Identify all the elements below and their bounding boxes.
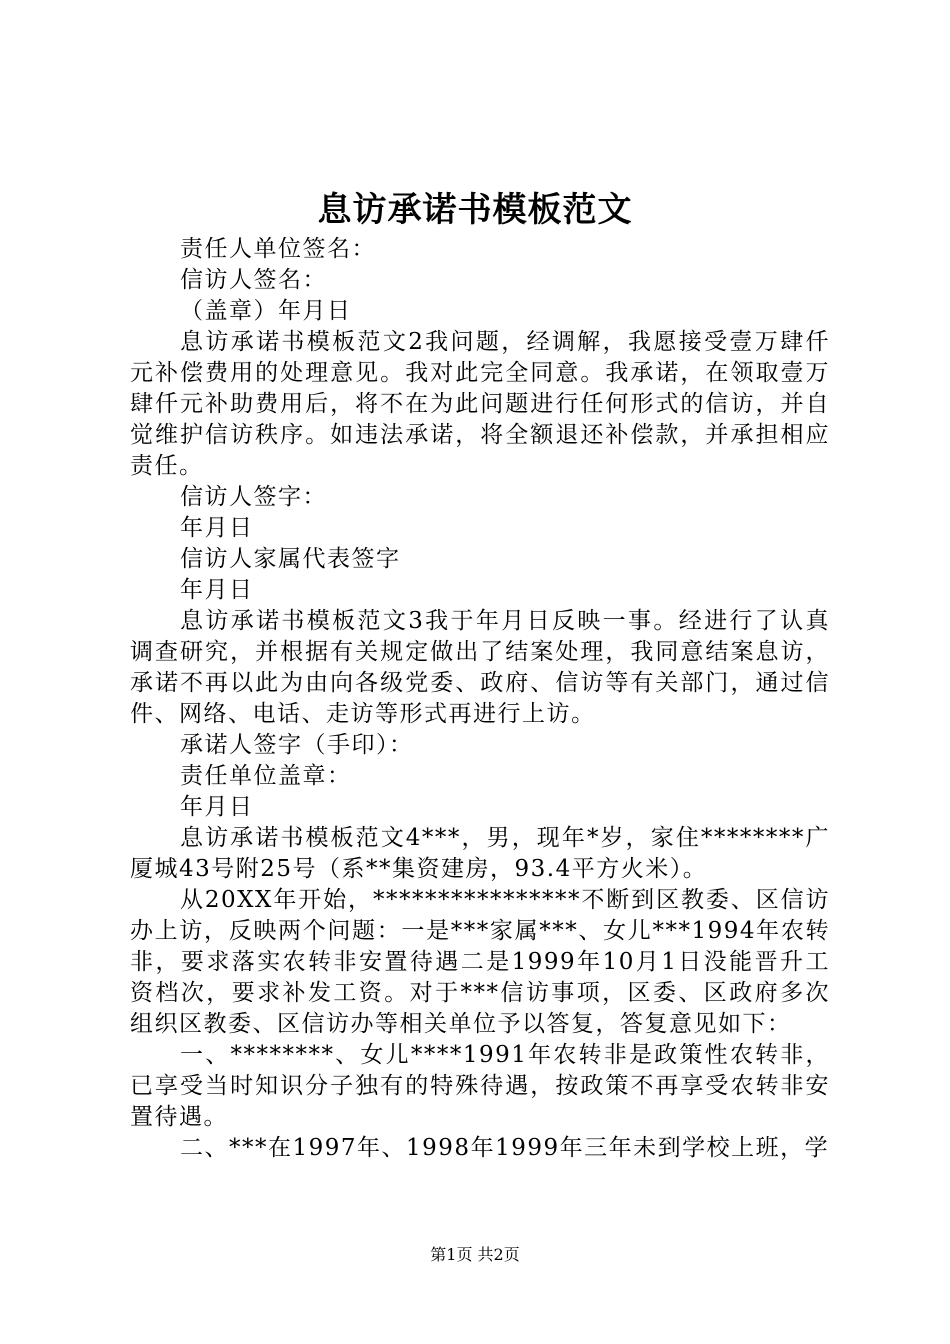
paragraph: 信访人签名： bbox=[180, 267, 327, 293]
paragraph: 年月日 bbox=[180, 794, 254, 820]
paragraph: 二、***在1997年、1998年1999年三年未到学校上班，学 bbox=[180, 1135, 830, 1161]
paragraph: 年月日 bbox=[180, 577, 254, 603]
paragraph: 息访承诺书模板范文3我于年月日反映一事。经进行了认真调查研究，并根据有关规定做出了结案处理，我同意结案息访，承诺不再以此为由向各级党委、政府、信访等有关部门，通过信件、网络、电话、走访等形式再进行上访。 bbox=[130, 608, 830, 727]
paragraph: 息访承诺书模板范文4***，男，现年*岁，家住********广厦城43号附25号（系**集资建房，93.4平方火米）。 bbox=[130, 825, 830, 882]
paragraph: （盖章）年月日 bbox=[180, 298, 352, 324]
page-number: 第1页 共2页 bbox=[430, 1245, 520, 1264]
paragraph: 信访人签字： bbox=[180, 484, 327, 510]
paragraph: 一、********、女儿****1991年农转非是政策性农转非，已享受当时知识分子独有的特殊待遇，按政策不再享受农转非安置待遇。 bbox=[130, 1042, 830, 1130]
paragraph: 信访人家属代表签字 bbox=[180, 546, 401, 572]
paragraph: 责任人单位签名： bbox=[180, 236, 376, 262]
paragraph: 从20XX年开始，****************不断到区教委、区信访办上访，反映两个问题：一是***家属***、女儿***1994年农转非，要求落实农转非安置待遇二是1999年10月1日没能晋升工资档次，要求补发工资。对于***信访事项，区委、区政府多次组织区教委、区信访办等相关单位予以答复，答复意见如下： bbox=[130, 887, 830, 1037]
paragraph: 责任单位盖章： bbox=[180, 763, 352, 789]
paragraph: 年月日 bbox=[180, 515, 254, 541]
paragraph: 息访承诺书模板范文2我问题，经调解，我愿接受壹万肆仟元补偿费用的处理意见。我对此完全同意。我承诺，在领取壹万肆仟元补助费用后，将不在为此问题进行任何形式的信访，并自觉维护信访秩序。如违法承诺，将全额退还补偿款，并承担相应责任。 bbox=[130, 329, 830, 479]
paragraph: 承诺人签字（手印）： bbox=[180, 732, 414, 758]
page-title: 息访承诺书模板范文 bbox=[317, 190, 633, 230]
document-body bbox=[130, 234, 830, 1164]
